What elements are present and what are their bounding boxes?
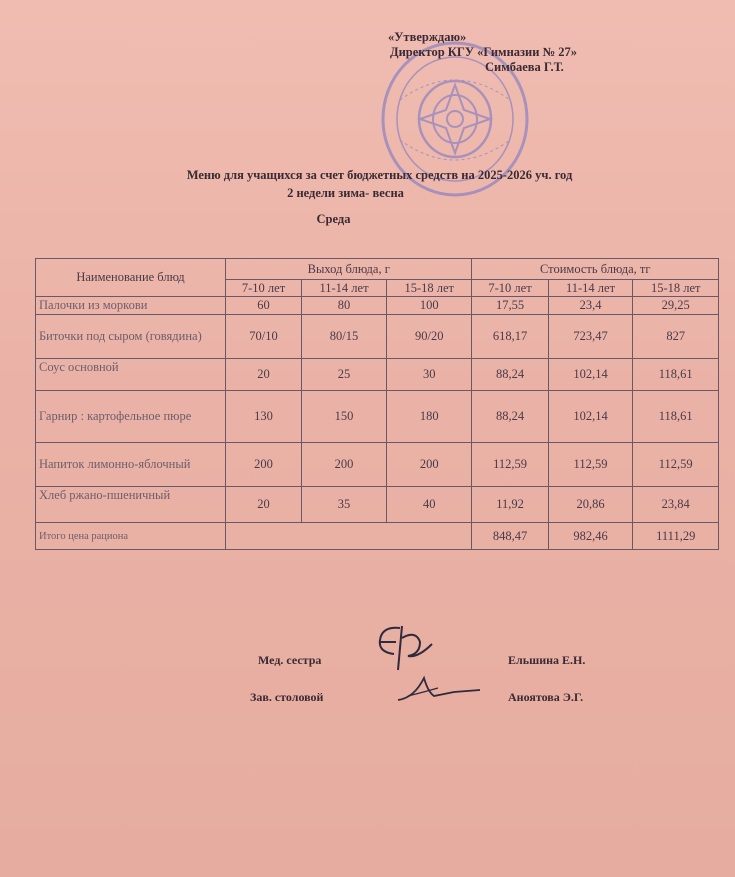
menu-table <box>35 258 719 550</box>
dish-name: Гарнир : картофельное пюре <box>36 391 226 443</box>
dish-cost: 88,24 <box>472 359 548 391</box>
total-cost: 1111,29 <box>633 523 719 550</box>
dish-cost: 723,47 <box>548 315 633 359</box>
dish-cost: 102,14 <box>548 391 633 443</box>
canteen-signature-icon <box>394 670 484 708</box>
table-row <box>36 487 719 523</box>
dish-yield: 150 <box>302 391 387 443</box>
dish-yield: 100 <box>386 297 472 315</box>
col-group-yield: Выход блюда, г <box>226 259 472 280</box>
dish-cost: 112,59 <box>472 443 548 487</box>
menu-period: 2 недели зима- весна <box>287 186 404 200</box>
dish-cost: 20,86 <box>548 487 633 523</box>
table-row <box>36 315 719 359</box>
table-row <box>36 297 719 315</box>
canteen-role: Зав. столовой <box>250 690 324 704</box>
total-cost: 848,47 <box>472 523 548 550</box>
dish-yield: 70/10 <box>226 315 302 359</box>
dish-cost: 11,92 <box>472 487 548 523</box>
dish-cost: 618,17 <box>472 315 548 359</box>
approval-block <box>388 30 688 75</box>
canteen-name: Аноятова Э.Г. <box>508 690 584 704</box>
dish-yield: 35 <box>302 487 387 523</box>
dish-yield: 80 <box>302 297 387 315</box>
menu-title: Меню для учащихся за счет бюджетных средств на 2025-2026 уч. год <box>186 168 573 182</box>
dish-yield: 200 <box>302 443 387 487</box>
dish-yield: 25 <box>302 359 387 391</box>
table-total-row <box>36 523 719 550</box>
dish-cost: 23,84 <box>633 487 719 523</box>
dish-yield: 130 <box>226 391 302 443</box>
dish-yield: 180 <box>386 391 472 443</box>
menu-day: Среда <box>316 212 351 226</box>
dish-name: Палочки из моркови <box>36 297 226 315</box>
dish-yield: 60 <box>226 297 302 315</box>
dish-yield: 200 <box>226 443 302 487</box>
total-yield-empty <box>226 523 472 550</box>
dish-yield: 20 <box>226 359 302 391</box>
dish-yield: 80/15 <box>302 315 387 359</box>
col-cost-age: 7-10 лет <box>472 280 548 297</box>
dish-cost: 118,61 <box>633 391 719 443</box>
total-cost: 982,46 <box>548 523 633 550</box>
dish-yield: 40 <box>386 487 472 523</box>
nurse-role: Мед. сестра <box>258 653 322 667</box>
col-group-cost: Стоимость блюда, тг <box>472 259 719 280</box>
table-header-row <box>36 259 719 280</box>
dish-cost: 112,59 <box>633 443 719 487</box>
col-cost-age: 15-18 лет <box>633 280 719 297</box>
dish-yield: 200 <box>386 443 472 487</box>
approval-director-name: Симбаева Г.Т. <box>485 60 564 74</box>
dish-yield: 90/20 <box>386 315 472 359</box>
dish-cost: 23,4 <box>548 297 633 315</box>
approval-title: «Утверждаю» <box>388 30 467 44</box>
dish-name: Хлеб ржано-пшеничный <box>36 487 226 523</box>
col-dish-name: Наименование блюд <box>36 259 226 297</box>
col-yield-age: 15-18 лет <box>386 280 472 297</box>
dish-cost: 88,24 <box>472 391 548 443</box>
dish-yield: 30 <box>386 359 472 391</box>
dish-cost: 112,59 <box>548 443 633 487</box>
col-yield-age: 11-14 лет <box>302 280 387 297</box>
nurse-name: Ельшина Е.Н. <box>508 653 586 667</box>
total-label: Итого цена рациона <box>36 523 226 550</box>
table-row <box>36 359 719 391</box>
dish-cost: 827 <box>633 315 719 359</box>
dish-cost: 17,55 <box>472 297 548 315</box>
col-yield-age: 7-10 лет <box>226 280 302 297</box>
approval-position: Директор КГУ «Гимназии № 27» <box>390 45 578 59</box>
dish-name: Биточки под сыром (говядина) <box>36 315 226 359</box>
dish-name: Соус основной <box>36 359 226 391</box>
col-cost-age: 11-14 лет <box>548 280 633 297</box>
nurse-signature-icon <box>372 618 444 673</box>
table-row <box>36 391 719 443</box>
dish-cost: 102,14 <box>548 359 633 391</box>
dish-yield: 20 <box>226 487 302 523</box>
dish-cost: 29,25 <box>633 297 719 315</box>
dish-cost: 118,61 <box>633 359 719 391</box>
table-row <box>36 443 719 487</box>
dish-name: Напиток лимонно-яблочный <box>36 443 226 487</box>
